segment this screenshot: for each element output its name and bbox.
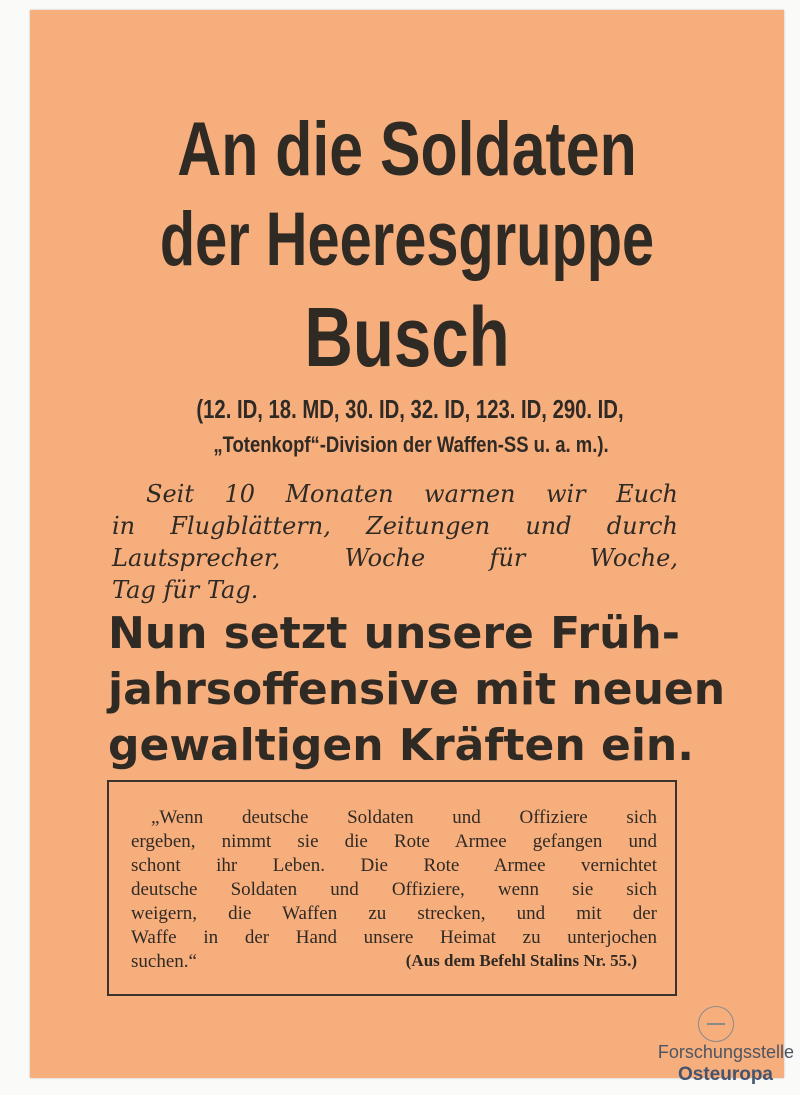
archive-logo-icon [698,1006,734,1042]
italic-line-1: Seit 10 Monaten warnen wir Euch [146,480,678,508]
headline-line-1: Nun setzt unsere Früh- [108,608,680,659]
quote-line-1: „Wenn deutsche Soldaten und Offiziere sich [151,807,657,828]
units-line-2: „Totenkopf“-Division der Waffen-SS u. a. m.). [213,432,609,457]
leaflet-sheet [30,10,784,1078]
italic-line-2: in Flugblättern, Zeitungen und durch [112,512,678,540]
title-line-3: Busch [304,290,510,384]
italic-line-3: Lautsprecher, Woche für Woche, [112,544,678,572]
quote-line-2: ergeben, nimmt sie die Rote Armee gefangen und [131,831,657,852]
quote-line-6: Waffe in der Hand unsere Heimat zu unterjochen [131,927,657,948]
quote-line-4: deutsche Soldaten und Offiziere, wenn sie sich [131,879,657,900]
headline-line-3: gewaltigen Kräften ein. [108,720,694,771]
title-line-2: der Heeresgruppe [159,197,655,282]
quote-line-7: suchen.“ [131,951,197,972]
watermark-line-1: Forschungsstelle [657,1042,794,1062]
watermark-line-2: Osteuropa [677,1064,773,1085]
title-line-1: An die Soldaten [177,107,637,192]
quote-source: (Aus dem Befehl Stalins Nr. 55.) [405,951,637,970]
stalin-quote-box [107,780,677,996]
quote-line-5: weigern, die Waffen zu strecken, und mit der [131,903,657,924]
quote-line-3: schont ihr Leben. Die Rote Armee vernichtet [131,855,657,876]
italic-line-4: Tag für Tag. [112,576,259,604]
headline-line-2: jahrsoffensive mit neuen [108,664,726,715]
units-line-1: (12. ID, 18. MD, 30. ID, 32. ID, 123. ID, 290. ID, [196,394,624,424]
